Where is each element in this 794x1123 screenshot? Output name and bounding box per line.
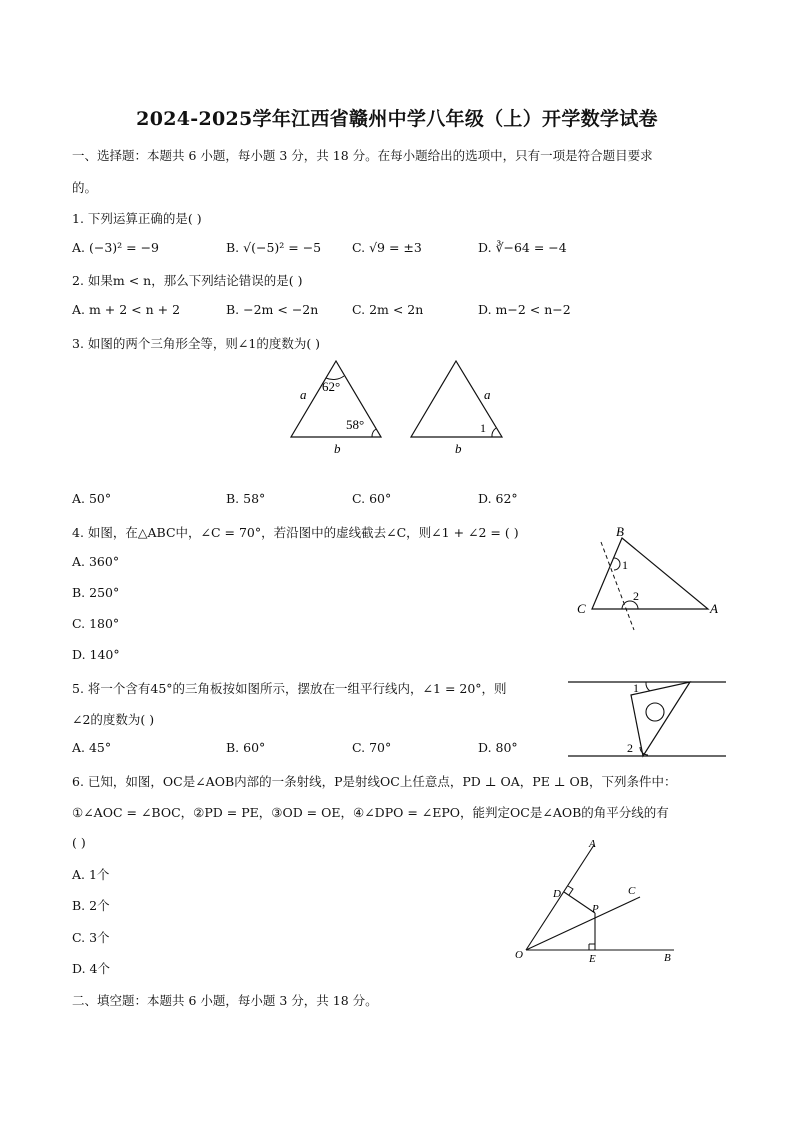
q4-option-c: C. 180°	[72, 616, 120, 631]
q6-option-a: A. 1个	[72, 867, 110, 882]
tri2-side-b-label: b	[455, 441, 462, 456]
q3-stem: 3. 如图的两个三角形全等，则∠1的度数为( )	[72, 336, 321, 351]
q6-label-o: O	[515, 949, 523, 961]
q6-label-e: E	[589, 953, 596, 965]
q4-label-b: B	[616, 524, 624, 539]
q5-option-d: D. 80°	[478, 740, 518, 755]
q5-stem-line1: 5. 将一个含有45°的三角板按如图所示，摆放在一组平行线内，∠1 = 20°，则	[72, 681, 507, 696]
q2-option-d: D. m−2 < n−2	[478, 302, 571, 317]
tri2-side-a-label: a	[484, 387, 491, 402]
q5-angle1-label: 1	[633, 681, 639, 695]
q6-option-d: D. 4个	[72, 961, 110, 976]
q6-option-c: C. 3个	[72, 930, 110, 945]
q5-option-a: A. 45°	[72, 740, 112, 755]
q4-angle2-label: 2	[633, 589, 639, 603]
q5-option-b: B. 60°	[226, 740, 266, 755]
page-title: 2024-2025学年江西省赣州中学八年级（上）开学数学试卷	[136, 108, 658, 130]
q6-label-c: C	[628, 885, 636, 897]
q1-option-a: A. (−3)² = −9	[72, 240, 160, 255]
q5-parallel-lines-set-square-figure	[566, 675, 728, 763]
q6-stem-line3: ( )	[72, 835, 86, 850]
q6-label-p: P	[592, 903, 599, 915]
q6-angle-bisector-figure	[510, 835, 685, 967]
tri1-side-b-label: b	[334, 441, 341, 456]
q1-option-d: D. ∛−64 = −4	[478, 240, 567, 255]
q5-stem-line2: ∠2的度数为( )	[72, 712, 155, 727]
section2-heading: 二、填空题：本题共 6 小题，每小题 3 分，共 18 分。	[72, 993, 378, 1008]
section1-heading: 一、选择题：本题共 6 小题，每小题 3 分，共 18 分。在每小题给出的选项中，只有一项是符合题目要求	[72, 148, 653, 163]
tri1-angle-right-label: 58°	[346, 417, 365, 432]
q6-stem-line1: 6. 已知，如图，OC是∠AOB内部的一条射线，P是射线OC上任意点，PD ⊥ OA，PE ⊥ OB，下列条件中：	[72, 774, 677, 789]
q2-stem: 2. 如果m < n，那么下列结论错误的是( )	[72, 273, 303, 288]
q1-option-b: B. √(−5)² = −5	[226, 240, 322, 255]
q4-label-a: A	[710, 601, 718, 616]
q6-label-b: B	[664, 952, 671, 964]
q2-option-c: C. 2m < 2n	[352, 302, 424, 317]
q6-stem-line2: ①∠AOC = ∠BOC，②PD = PE，③OD = OE，④∠DPO = ∠EPO，能判定OC是∠AOB的角平分线的有	[72, 805, 669, 820]
tri2-angle1-label: 1	[480, 421, 486, 435]
tri1-angle-top-label: 62°	[322, 379, 341, 394]
q4-option-d: D. 140°	[72, 647, 120, 662]
q5-angle2-label: 2	[627, 741, 633, 755]
section1-heading-cont: 的。	[72, 180, 98, 195]
q3-option-a: A. 50°	[72, 491, 112, 506]
q4-option-a: A. 360°	[72, 554, 120, 569]
q6-label-a: A	[589, 838, 596, 850]
q6-option-b: B. 2个	[72, 898, 110, 913]
q2-option-b: B. −2m < −2n	[226, 302, 319, 317]
q2-option-a: A. m + 2 < n + 2	[72, 302, 181, 317]
q5-option-c: C. 70°	[352, 740, 392, 755]
q4-stem: 4. 如图，在△ABC中，∠C = 70°，若沿图中的虚线截去∠C，则∠1 + ∠2 = ( )	[72, 525, 519, 540]
q3-option-c: C. 60°	[352, 491, 392, 506]
q1-stem: 1. 下列运算正确的是( )	[72, 211, 202, 226]
q3-congruent-triangles-figure	[280, 355, 520, 460]
q1-option-c: C. √9 = ±3	[352, 240, 422, 255]
q3-option-b: B. 58°	[226, 491, 266, 506]
q4-triangle-abc-figure	[570, 520, 730, 635]
q4-option-b: B. 250°	[72, 585, 120, 600]
q6-label-d: D	[553, 888, 561, 900]
q4-angle1-label: 1	[622, 558, 628, 572]
q3-option-d: D. 62°	[478, 491, 518, 506]
q4-label-c: C	[577, 601, 586, 616]
tri1-side-a-label: a	[300, 387, 307, 402]
